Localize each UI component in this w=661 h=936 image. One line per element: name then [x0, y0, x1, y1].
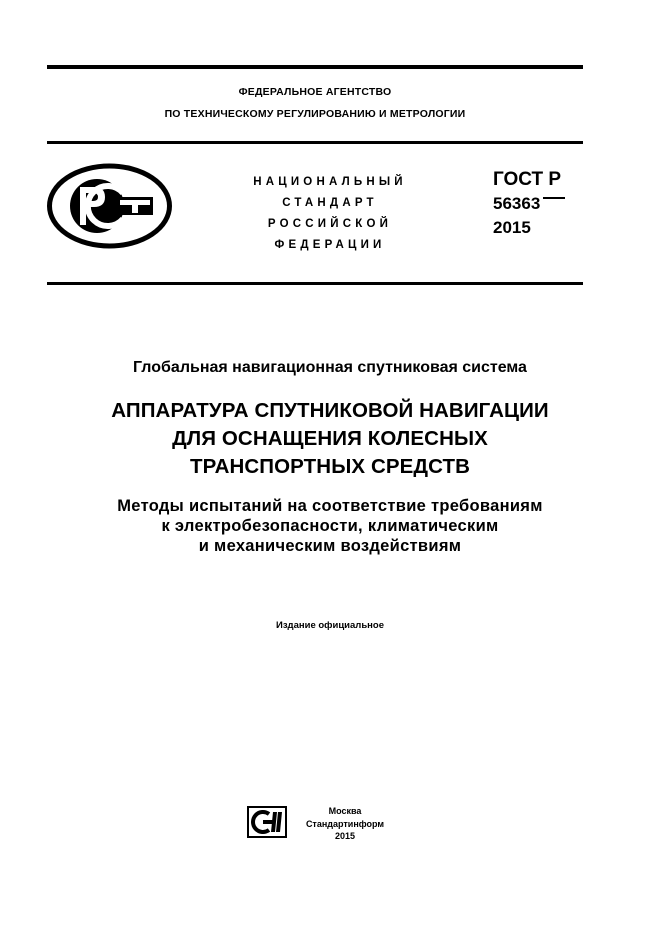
gost-dash — [543, 197, 565, 199]
publisher-block — [300, 805, 390, 843]
methods-line: и механическим воздействиям — [198, 537, 462, 555]
national-line: РОССИЙСКОЙ — [267, 218, 393, 230]
standartinform-logo-icon — [247, 806, 287, 838]
methods-line: Методы испытаний на соответствие требованиям — [117, 497, 543, 515]
national-line: ФЕДЕРАЦИИ — [274, 239, 386, 251]
gost-year: 2015 — [493, 218, 531, 237]
gost-label: ГОСТ Р — [493, 169, 562, 190]
agency-line-2: ПО ТЕХНИЧЕСКОМУ РЕГУЛИРОВАНИЮ И МЕТРОЛОГИИ — [164, 108, 466, 120]
document-methods — [20, 496, 640, 556]
publisher-year: 2015 — [334, 831, 356, 841]
title-line: ДЛЯ ОСНАЩЕНИЯ КОЛЕСНЫХ — [172, 427, 488, 450]
top-rule — [47, 65, 583, 69]
national-line: НАЦИОНАЛЬНЫЙ — [253, 176, 407, 188]
gost-designation — [493, 168, 565, 240]
national-standard-block — [230, 172, 430, 256]
lower-rule — [47, 282, 583, 285]
gost-r-emblem-icon — [47, 163, 172, 249]
methods-line: к электробезопасности, климатическим — [161, 517, 499, 535]
title-line: АППАРАТУРА СПУТНИКОВОЙ НАВИГАЦИИ — [111, 399, 549, 422]
title-line: ТРАНСПОРТНЫХ СРЕДСТВ — [189, 455, 471, 478]
middle-rule — [47, 141, 583, 144]
agency-line-1: ФЕДЕРАЛЬНОЕ АГЕНТСТВО — [238, 86, 392, 98]
publisher-name: Стандартинформ — [305, 818, 385, 829]
publisher-city: Москва — [328, 806, 362, 816]
document-subtitle: Глобальная навигационная спутниковая система — [133, 359, 527, 376]
edition-note: Издание официальное — [276, 620, 384, 631]
document-title — [20, 397, 640, 481]
gost-number: 56363 — [493, 194, 541, 213]
national-line: СТАНДАРТ — [282, 197, 378, 209]
